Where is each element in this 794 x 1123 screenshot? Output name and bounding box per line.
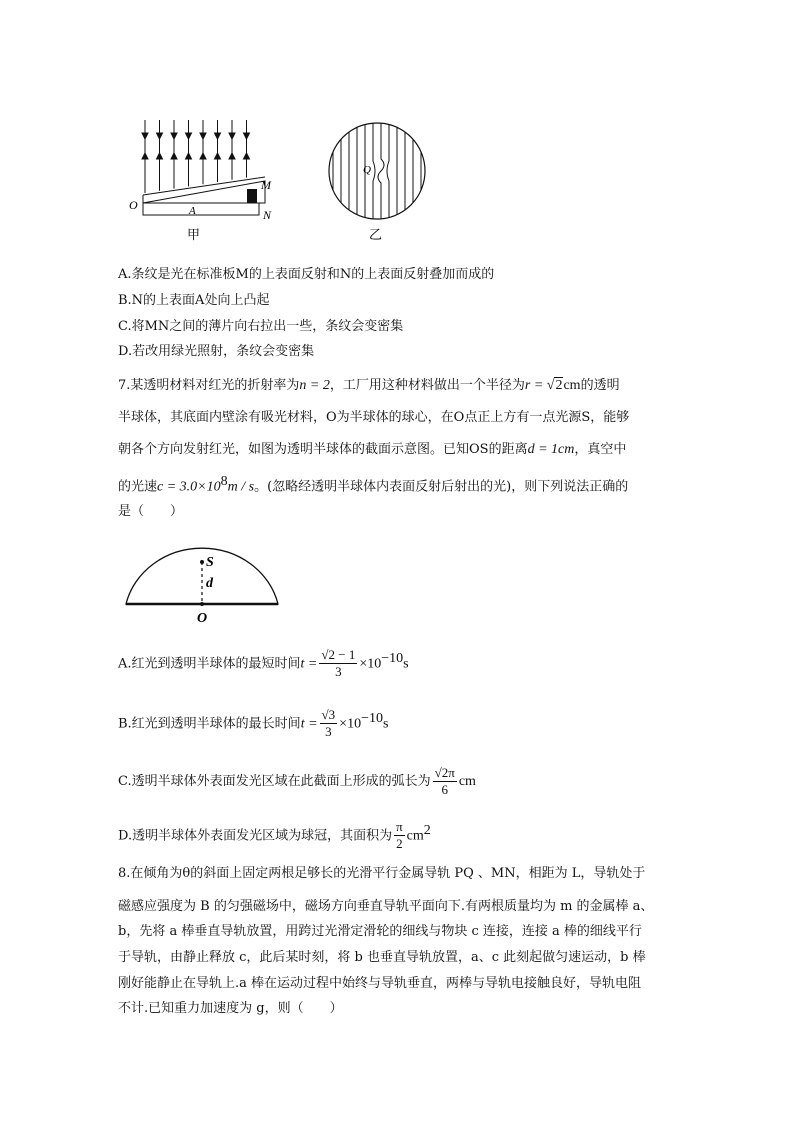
q6-option-a: A.条纹是光在标准板M的上表面反射和N的上表面反射叠加而成的 (118, 267, 495, 282)
ray-arrow-down (244, 133, 250, 139)
q8-line-5: 刚好能静止在导轨上.a 棒在运动过程中始终与导轨垂直，两棒与导轨电接触良好，导轨电阻 (118, 976, 642, 991)
q7-line-2: 半球体，其底面内壁涂有吸光材料，O为半球体的球心，在O点正上方有一点光源S，能够 (118, 410, 630, 425)
label-M: M (261, 178, 271, 192)
figure-yi (325, 115, 435, 245)
q7-option-a: A.红光到透明半球体的最短时间t = $\frac{√2 - 1}{3}$ $\times 10^{-10}s$ (118, 647, 409, 680)
q6-option-b: B.N的上表面A处向上凸起 (118, 293, 270, 308)
q7-line-1: 7.某透明材料对红光的折射率为n = 2，工厂用这种材料做出一个半径为r = √2cm的透明 (118, 378, 620, 393)
q6-option-c: C.将MN之间的薄片向右拉出一些，条纹会变密集 (118, 319, 404, 334)
q8-line-1: 8.在倾角为θ的斜面上固定两根足够长的光滑平行金属导轨 PQ 、MN，相距为 L，导轨处于 (118, 866, 646, 881)
q8-line-6: 不计.已知重力加速度为 g，则（ ） (118, 1001, 343, 1016)
ray-arrow-down (186, 133, 192, 139)
q8-line-3: b，先将 a 棒垂直导轨放置，用跨过光滑定滑轮的细线与物块 c 连接，连接 a 棒的细线平行 (118, 924, 642, 939)
q8-line-4: 于导轨，由静止释放 c，此后某时刻，将 b 也垂直导轨放置，a、c 此刻起做匀速运动，b 棒 (118, 950, 646, 965)
q7-line-5: 是（ ） (118, 504, 184, 519)
q7-option-c: C.透明半球体外表面发光区域在此截面上形成的弧长为 $\frac{√2\pi}{6}$ cm (118, 765, 476, 797)
ray-arrow-down (215, 133, 221, 139)
ray-arrow-down (142, 133, 148, 139)
ray-arrow-up (200, 153, 206, 159)
caption-jia: 甲 (187, 227, 201, 242)
fringe-line (378, 115, 384, 235)
q6-option-d: D.若改用绿光照射，条纹会变密集 (118, 344, 315, 359)
ray-arrow-down (200, 133, 206, 139)
q7-option-d: D.透明半球体外表面发光区域为球冠，其面积为 $\frac{\pi}{2}$ $cm^2$ (118, 819, 431, 852)
label-O: O (197, 611, 208, 626)
figure-hemisphere (120, 528, 290, 626)
q7-line-3: 朝各个方向发射红光，如图为透明半球体的截面示意图。已知OS的距离d = 1cm，真空中 (118, 442, 627, 457)
label-d: d (206, 576, 213, 591)
label-O: O (129, 198, 138, 212)
ray-arrow-up (157, 153, 163, 159)
label-A: A (189, 205, 196, 217)
figure-jia (125, 115, 285, 245)
caption-yi: 乙 (369, 227, 383, 242)
label-S: S (206, 555, 214, 570)
ray-arrow-up (229, 153, 235, 159)
ray-arrow-down (229, 133, 235, 139)
ray-arrow-up (244, 153, 250, 159)
label-N: N (263, 208, 272, 222)
ray-arrow-down (157, 133, 163, 139)
q8-line-2: 磁感应强度为 B 的匀强磁场中，磁场方向垂直导轨平面向下.有两根质量均为 m 的金属棒 a、 (118, 899, 654, 914)
ray-arrow-up (142, 153, 148, 159)
label-Q: Q (363, 164, 371, 176)
q7-option-b: B.红光到透明半球体的最长时间t = $\frac{√3}{3}$ $\times 10^{-10}s$ (118, 707, 389, 740)
ray-arrow-up (186, 153, 192, 159)
ray-arrow-up (215, 153, 221, 159)
fringe-line (373, 115, 375, 235)
ray-arrow-up (171, 153, 177, 159)
ray-arrow-down (171, 133, 177, 139)
q7-line-4: 的光速$c = 3.0\times 10^8m / s$。(忽略经透明半球体内表面反射后射出的光)，则下列说法正确的 (118, 474, 629, 495)
